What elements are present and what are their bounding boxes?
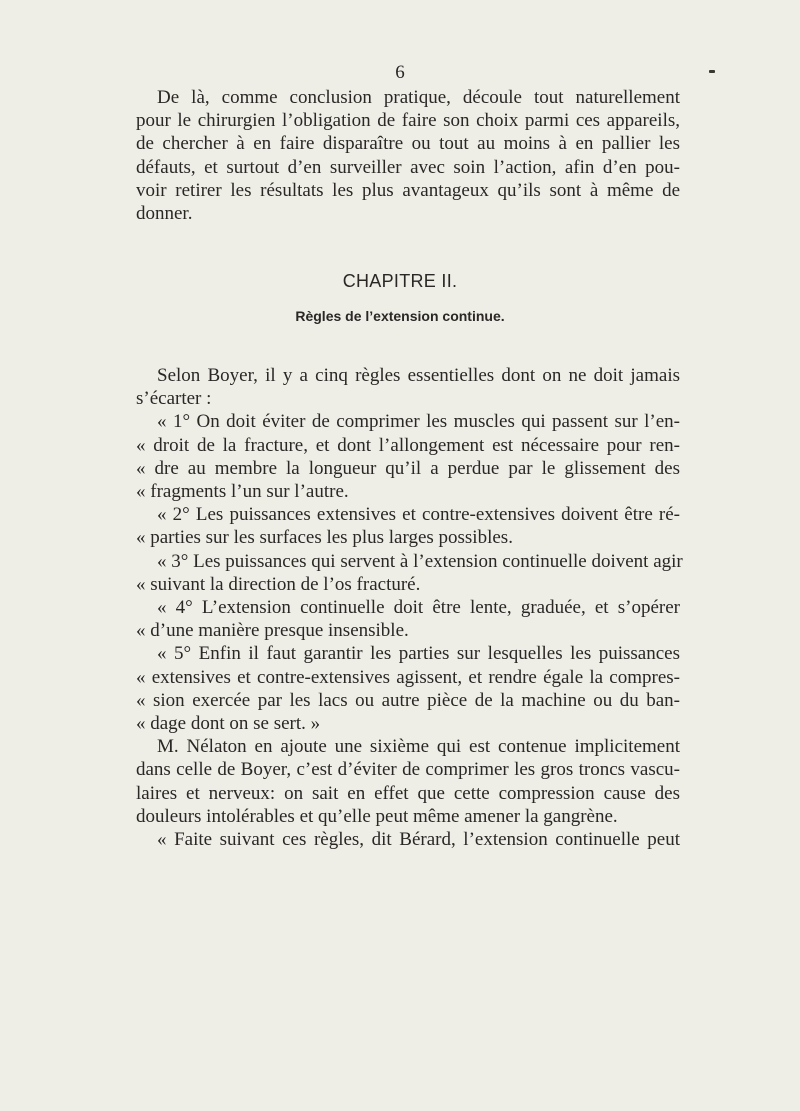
rule-1-line: « dre au membre la longueur qu’il a perdue par le glissement des [136, 457, 680, 479]
chapter-title: CHAPITRE II. [342, 271, 458, 291]
rule-2-line: « parties sur les surfaces les plus larges possibles. [136, 527, 513, 549]
text-line: s’écarter : [136, 388, 212, 410]
rules-text [136, 364, 683, 851]
text-line: douleurs intolérables et qu’elle peut même amener la gangrène. [136, 805, 618, 827]
text-line: de chercher à en faire disparaître ou tout au moins à en pallier les [136, 133, 680, 155]
text-line: « Faite suivant ces règles, dit Bérard, l’extension continuelle peut [157, 829, 680, 851]
rule-2-line: « 2° Les puissances extensives et contre-extensives doivent être ré- [157, 504, 680, 526]
text-line: Selon Boyer, il y a cinq règles essentielles dont on ne doit jamais [157, 365, 680, 386]
rule-1-line: « 1° On doit éviter de comprimer les muscles qui passent sur l’en- [157, 411, 680, 433]
section-title: Règles de l’extension continue. [295, 308, 505, 324]
rule-3-line: « 3° Les puissances qui servent à l’extension continuelle doivent agir [157, 550, 683, 572]
rule-4-line: « d’une manière presque insensible. [136, 620, 409, 642]
text-line: donner. [136, 203, 193, 225]
rule-5-line: « extensives et contre-extensives agissent, et rendre égale la compres- [136, 666, 680, 688]
text-line: M. Nélaton en ajoute une sixième qui est contenue implicitement [157, 736, 680, 758]
page-number: 6 [395, 62, 405, 83]
text-line: pour le chirurgien l’obligation de faire son choix parmi ces appareils, [136, 110, 680, 132]
text-line: dans celle de Boyer, c’est d’éviter de comprimer les gros troncs vascu- [136, 759, 680, 781]
rule-5-line: « 5° Enfin il faut garantir les parties sur lesquelles les puissances [157, 643, 680, 665]
text-line: laires et nerveux: on sait en effet que cette compression cause des [136, 782, 680, 804]
text-line: De là, comme conclusion pratique, découle tout naturellement [157, 87, 680, 108]
rule-4-line: « 4° L’extension continuelle doit être lente, graduée, et s’opérer [157, 597, 680, 619]
rule-1-line: « fragments l’un sur l’autre. [136, 481, 349, 503]
rule-1-line: « droit de la fracture, et dont l’allongement est nécessaire pour ren- [136, 434, 680, 456]
intro-paragraph [136, 86, 680, 225]
rule-5-line: « sion exercée par les lacs ou autre pièce de la machine ou du ban- [136, 689, 680, 711]
print-speck [709, 70, 715, 73]
rule-5-line: « dage dont on se sert. » [136, 713, 321, 735]
rule-3-line: « suivant la direction de l’os fracturé. [136, 573, 421, 595]
text-line: défauts, et surtout d’en surveiller avec soin l’action, afin d’en pou- [136, 156, 680, 178]
text-line: voir retirer les résultats les plus avantageux qu’ils sont à même de [136, 179, 680, 201]
